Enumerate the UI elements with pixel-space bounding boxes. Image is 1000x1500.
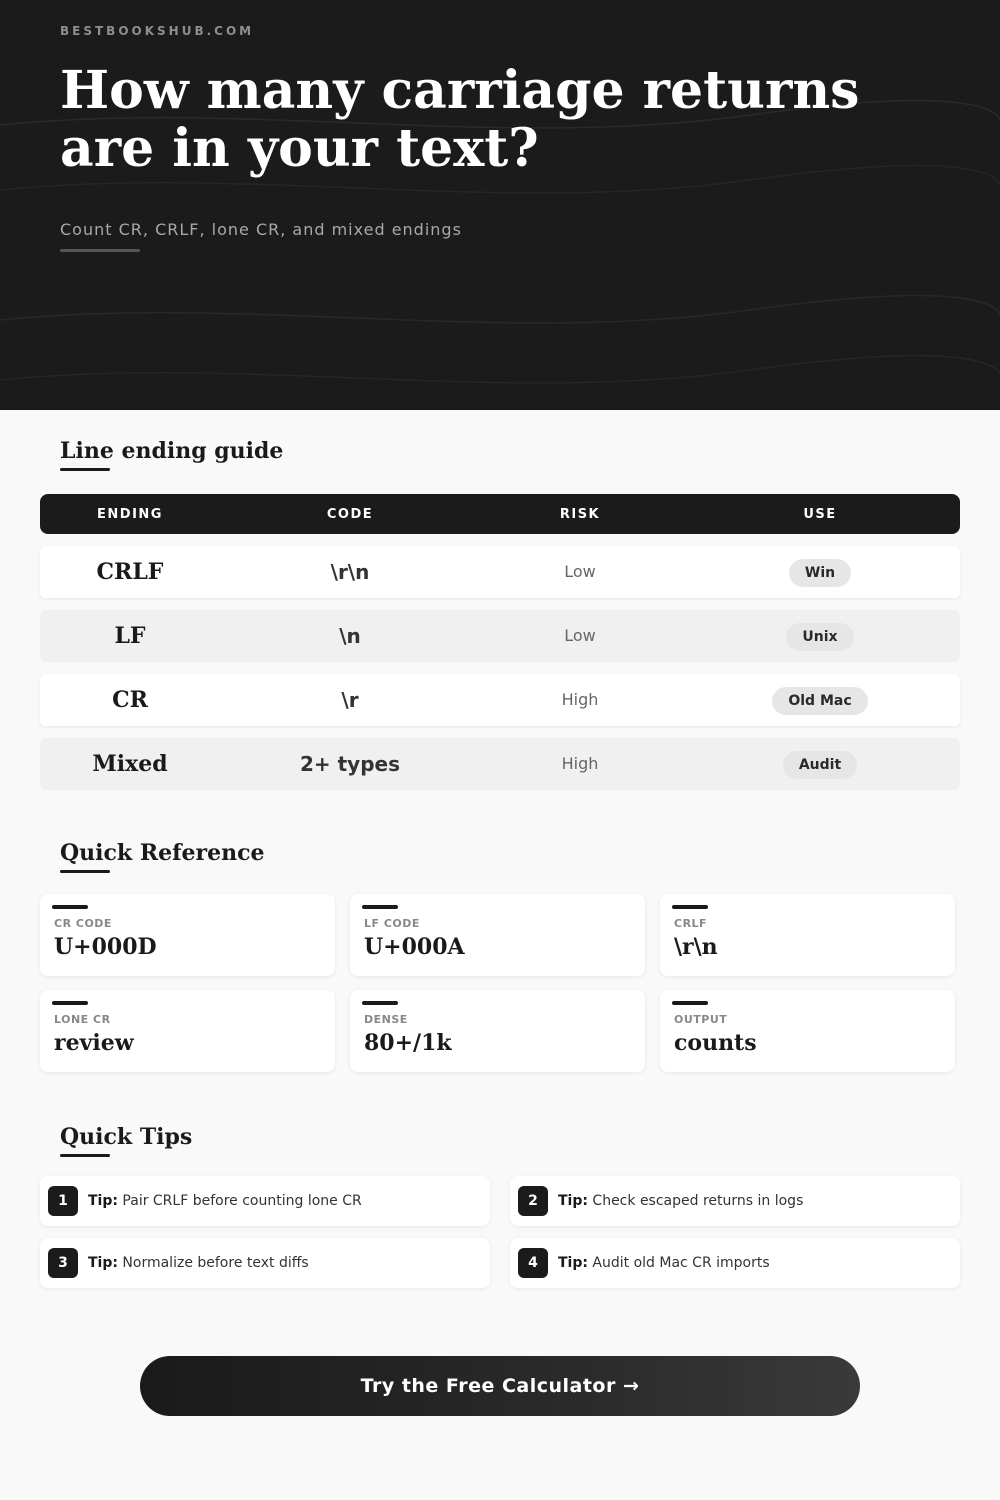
tip-body: Normalize before text diffs xyxy=(122,1255,309,1271)
card-accent-bar xyxy=(52,905,88,909)
reference-card xyxy=(660,990,955,1072)
tip-number-badge: 2 xyxy=(518,1186,548,1216)
use-badge: Win xyxy=(789,559,851,587)
card-accent-bar xyxy=(672,905,708,909)
ending-cell: CRLF xyxy=(96,559,164,585)
tip-number-badge: 3 xyxy=(48,1248,78,1278)
reference-card xyxy=(40,894,335,976)
column-header-code: CODE xyxy=(326,507,374,522)
tip-body: Pair CRLF before counting lone CR xyxy=(122,1193,362,1209)
use-cell xyxy=(720,674,920,726)
card-value: 80+/1k xyxy=(364,1030,452,1056)
use-cell xyxy=(720,610,920,662)
tip-text xyxy=(88,1176,362,1226)
card-accent-bar xyxy=(672,1001,708,1005)
card-label: OUTPUT xyxy=(674,1013,728,1026)
reference-card xyxy=(660,894,955,976)
risk-cell: High xyxy=(561,690,599,709)
ending-cell: CR xyxy=(112,687,148,713)
card-value: \r\n xyxy=(674,934,718,960)
tip-body: Audit old Mac CR imports xyxy=(592,1255,770,1271)
tip-number-badge: 4 xyxy=(518,1248,548,1278)
reference-heading: Quick Reference xyxy=(60,840,265,866)
table-row xyxy=(40,674,960,726)
subtitle-underline xyxy=(60,249,140,252)
ending-cell: LF xyxy=(114,623,146,649)
card-value: U+000A xyxy=(364,934,465,960)
table-row xyxy=(40,546,960,598)
code-cell: \r xyxy=(341,688,359,712)
use-badge: Unix xyxy=(786,623,853,651)
site-name: BESTBOOKSHUB.COM xyxy=(60,24,255,38)
use-badge: Audit xyxy=(783,751,857,779)
tip-item xyxy=(510,1238,960,1288)
table-row xyxy=(40,610,960,662)
table-header xyxy=(40,494,960,534)
tip-number-badge: 1 xyxy=(48,1186,78,1216)
card-label: CR CODE xyxy=(54,917,112,930)
code-cell: \r\n xyxy=(330,560,370,584)
reference-card xyxy=(350,990,645,1072)
guide-heading-underline xyxy=(60,468,110,471)
card-value: review xyxy=(54,1030,134,1056)
card-value: U+000D xyxy=(54,934,157,960)
card-label: DENSE xyxy=(364,1013,408,1026)
code-cell: 2+ types xyxy=(299,752,401,776)
card-label: LONE CR xyxy=(54,1013,111,1026)
use-cell xyxy=(720,738,920,790)
card-label: LF CODE xyxy=(364,917,420,930)
tip-body: Check escaped returns in logs xyxy=(592,1193,804,1209)
column-header-ending: ENDING xyxy=(97,507,163,522)
guide-heading: Line ending guide xyxy=(60,438,284,464)
reference-heading-underline xyxy=(60,870,110,873)
card-accent-bar xyxy=(362,905,398,909)
page-title: How many carriage returns are in your text? xyxy=(60,60,860,179)
card-accent-bar xyxy=(362,1001,398,1005)
use-badge: Old Mac xyxy=(772,687,867,715)
risk-cell: High xyxy=(561,754,599,773)
tip-text xyxy=(558,1238,770,1288)
tip-text xyxy=(558,1176,803,1226)
table-row xyxy=(40,738,960,790)
tip-item xyxy=(40,1238,490,1288)
tip-prefix: Tip: xyxy=(558,1255,588,1271)
card-accent-bar xyxy=(52,1001,88,1005)
reference-card xyxy=(40,990,335,1072)
column-header-use: USE xyxy=(803,507,837,522)
tip-prefix: Tip: xyxy=(88,1193,118,1209)
tip-item xyxy=(510,1176,960,1226)
ending-cell: Mixed xyxy=(92,751,168,777)
card-value: counts xyxy=(674,1030,757,1056)
use-cell xyxy=(720,546,920,598)
tip-item xyxy=(40,1176,490,1226)
tips-heading-underline xyxy=(60,1154,110,1157)
hero-banner xyxy=(0,0,1000,410)
code-cell: \n xyxy=(339,624,361,648)
reference-card xyxy=(350,894,645,976)
column-header-risk: RISK xyxy=(559,507,601,522)
tip-prefix: Tip: xyxy=(88,1255,118,1271)
risk-cell: Low xyxy=(564,562,596,581)
tip-text xyxy=(88,1238,309,1288)
page-subtitle: Count CR, CRLF, lone CR, and mixed endings xyxy=(60,220,462,239)
try-calculator-button[interactable]: Try the Free Calculator → xyxy=(140,1356,860,1416)
card-label: CRLF xyxy=(674,917,708,930)
tips-heading: Quick Tips xyxy=(60,1124,193,1150)
risk-cell: Low xyxy=(564,626,596,645)
tip-prefix: Tip: xyxy=(558,1193,588,1209)
